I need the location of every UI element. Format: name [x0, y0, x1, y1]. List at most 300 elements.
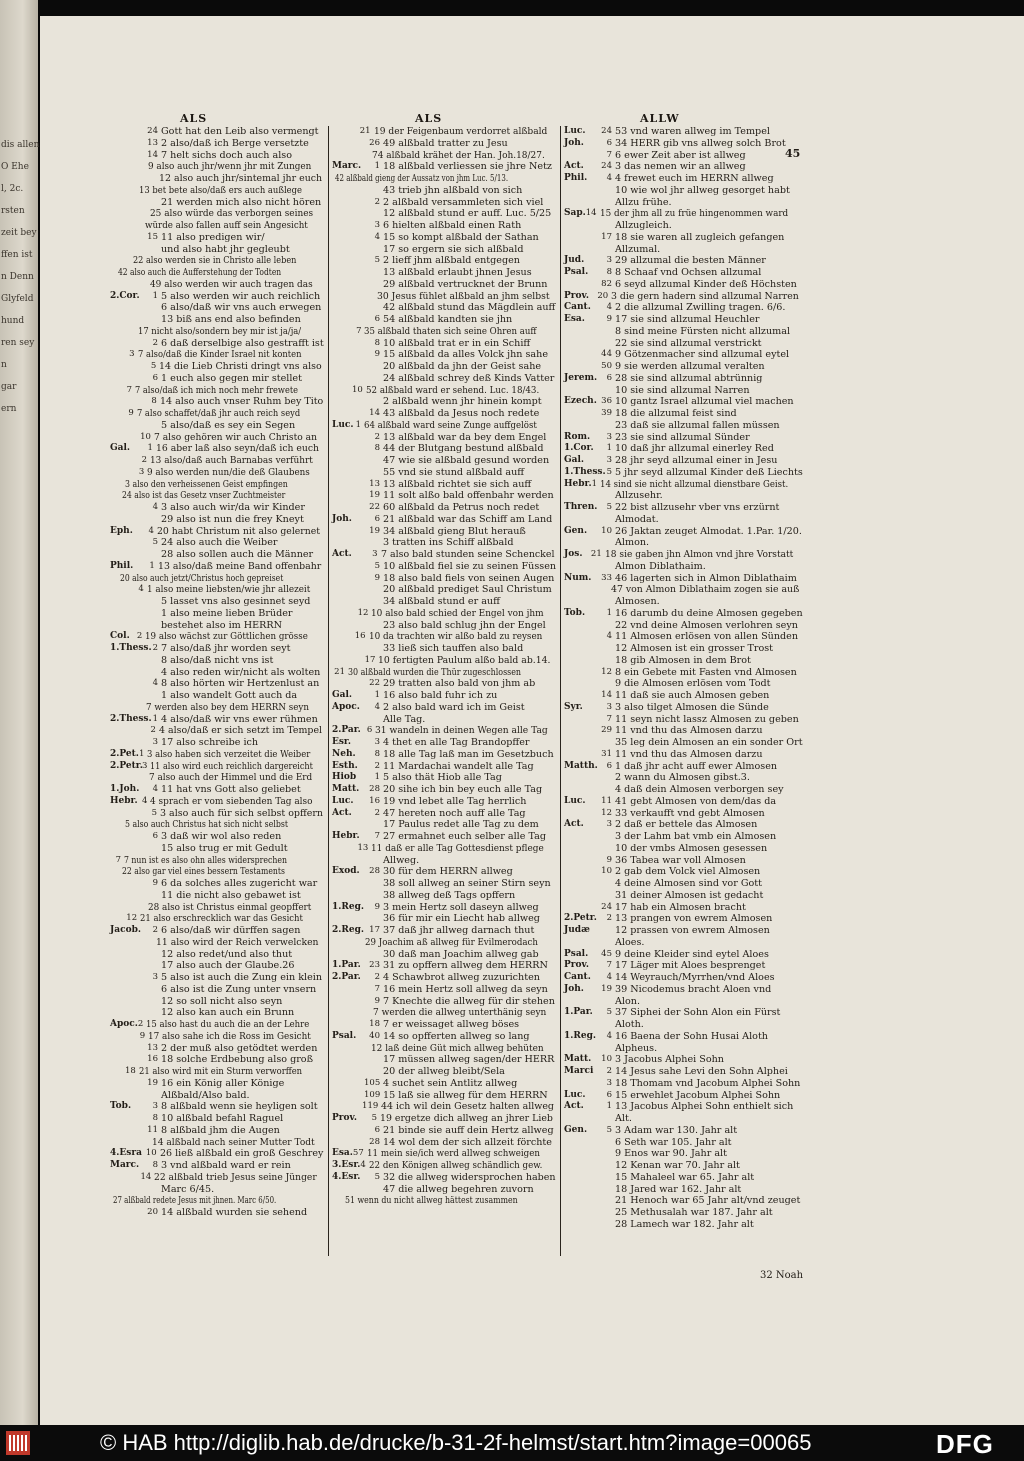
- verse-text: 4 also/daß er sich setzt im Tempel: [158, 725, 323, 737]
- book-reference: Psal.: [564, 267, 589, 277]
- verse-text: Alßbald/Also bald.: [161, 1089, 250, 1101]
- verse-text: 7 nun ist es also ohn alles widersprechen: [124, 854, 288, 866]
- concordance-entry: [110, 490, 325, 502]
- concordance-entry: [564, 749, 804, 761]
- chapter-number: 10: [140, 431, 151, 442]
- verse-text: 7 also schaffet/daß jhr auch reich seyd: [136, 408, 300, 419]
- verse-text: 12 so soll nicht also seyn: [161, 995, 283, 1007]
- concordance-entry: [564, 220, 804, 232]
- chapter-number: 24: [601, 901, 612, 912]
- chapter-number: 4: [606, 302, 612, 313]
- concordance-entry: [110, 1113, 325, 1125]
- concordance-entry: [110, 514, 325, 526]
- concordance-entry: [332, 761, 557, 773]
- chapter-number: [364, 267, 383, 279]
- concordance-entry: [332, 737, 557, 749]
- chapter-number: 7: [606, 960, 612, 971]
- concordance-entry: [564, 232, 804, 244]
- book-reference: [564, 1043, 596, 1055]
- chapter-number: 7: [606, 149, 612, 160]
- concordance-entry: [564, 643, 804, 655]
- chapter-number: 1: [374, 161, 380, 172]
- verse-text: 18 gib Almosen in dem Brot: [615, 654, 751, 666]
- chapter-number: [596, 197, 615, 209]
- book-reference: [564, 408, 596, 420]
- verse-text: 17 müssen allweg sagen/der HERR: [383, 1054, 555, 1066]
- concordance-entry: [110, 890, 325, 902]
- concordance-entry: [564, 150, 804, 162]
- book-reference: [110, 138, 142, 150]
- verse-text: 14 Jesus sahe Levi den Sohn Alphei: [615, 1066, 788, 1077]
- chapter-number: 5: [374, 255, 380, 266]
- book-reference: [110, 937, 139, 949]
- verse-text: Alle Tag.: [383, 713, 426, 725]
- concordance-entry: [110, 1101, 325, 1113]
- book-reference: Psal.: [332, 1030, 357, 1041]
- verse-text: 55 vnd sie stund alßbald auff: [383, 466, 525, 478]
- verse-text: 13 alßbald richtet sie sich auff: [383, 478, 532, 490]
- verse-text: 6 also/daß wir vns auch erwegen: [161, 302, 322, 314]
- verse-text: 43 trieb jhn alßbald von sich: [383, 184, 523, 196]
- verse-text: 26 ließ alßbald ein groß Geschrey: [159, 1148, 324, 1160]
- chapter-number: [596, 1195, 615, 1207]
- concordance-entry: [564, 467, 804, 479]
- concordance-entry: [332, 455, 557, 467]
- verse-text: 10 der vmbs Almosen gesessen: [615, 842, 768, 854]
- concordance-entry: [110, 678, 325, 690]
- chapter-number: [596, 596, 615, 608]
- book-reference: [110, 667, 142, 679]
- chapter-number: [596, 890, 615, 902]
- book-reference: [564, 772, 596, 784]
- book-reference: [110, 232, 142, 244]
- chapter-number: 24: [601, 161, 612, 172]
- concordance-entry: [564, 255, 804, 267]
- book-reference: Esth.: [332, 760, 358, 771]
- concordance-entry: [332, 878, 557, 890]
- book-reference: [110, 208, 135, 220]
- book-reference: [110, 385, 125, 397]
- concordance-entry: [332, 608, 557, 620]
- concordance-entry: [110, 338, 325, 350]
- concordance-entry: [564, 631, 804, 643]
- verse-text: 2 lieff jhm alßbald entgegen: [383, 255, 520, 267]
- chapter-number: [141, 173, 159, 185]
- verse-text: 42 alßbald gieng der Aussatz von jhm Luc. 5/13.: [335, 173, 509, 184]
- concordance-entry: [332, 702, 557, 714]
- book-reference: Phil.: [564, 173, 588, 183]
- book-reference: Neh.: [332, 748, 356, 759]
- concordance-entry: [332, 1019, 557, 1031]
- chapter-number: [142, 620, 161, 632]
- chapter-number: 6: [366, 725, 373, 736]
- concordance-entry: [332, 408, 557, 420]
- book-reference: [332, 643, 364, 655]
- verse-text: 13 alßbald war da bey dem Engel: [383, 431, 547, 443]
- chapter-number: 13: [147, 1042, 158, 1053]
- running-head-2: ALS: [415, 112, 443, 125]
- verse-text: 35 alßbald thaten sich seine Ohren auff: [364, 325, 537, 337]
- chapter-number: 4: [606, 173, 612, 183]
- chapter-number: [142, 244, 161, 256]
- chapter-number: 4: [152, 784, 158, 794]
- verse-text: 10 alßbald befahl Raguel: [161, 1113, 284, 1124]
- book-reference: [564, 338, 596, 350]
- chapter-number: 1: [374, 772, 380, 783]
- verse-text: 28 Lamech war 182. Jahr alt: [615, 1218, 754, 1230]
- verse-text: 64 alßbald ward seine Zunge auffgelöst: [364, 419, 537, 431]
- chapter-number: [132, 702, 146, 714]
- verse-text: 21 also erschrecklich war das Gesicht: [140, 913, 303, 925]
- chapter-number: 5: [150, 361, 157, 371]
- concordance-entry: [110, 1125, 325, 1137]
- concordance-entry: [332, 420, 557, 432]
- concordance-entry: [564, 1172, 804, 1184]
- verse-text: 38 soll allweg an seiner Stirn seyn: [383, 878, 551, 889]
- concordance-entry: [332, 361, 557, 373]
- book-reference: [564, 279, 596, 291]
- verse-text: 21 alßbald war das Schiff am Land: [383, 513, 553, 525]
- chapter-number: 5: [606, 1124, 612, 1135]
- book-reference: [564, 937, 596, 949]
- verse-text: 4 frewet euch im HERRN allweg: [615, 173, 774, 184]
- book-reference: [564, 902, 596, 914]
- chapter-number: 39: [601, 408, 612, 418]
- book-reference: [564, 843, 596, 855]
- verse-text: 4 Schawbrot allweg zuzurichten: [383, 972, 540, 983]
- book-reference: [332, 138, 364, 150]
- book-reference: Eph.: [110, 525, 133, 536]
- book-reference: [110, 1066, 125, 1078]
- verse-text: 35 leg dein Almosen an ein sonder Ort: [615, 737, 803, 748]
- book-reference: Rom.: [564, 431, 591, 442]
- chapter-number: 5: [152, 537, 158, 548]
- verse-text: 1 euch also gegen mir stellet: [161, 372, 302, 384]
- chapter-number: [364, 620, 383, 632]
- concordance-entry: [332, 819, 557, 831]
- chapter-number: 11: [601, 795, 612, 806]
- concordance-entry: [110, 1078, 325, 1090]
- book-reference: [110, 338, 142, 350]
- book-reference: [332, 255, 364, 267]
- concordance-entry: [110, 326, 325, 338]
- verse-text: 16 Baena der Sohn Husai Aloth: [615, 1030, 768, 1042]
- concordance-entry: [332, 1031, 557, 1043]
- chapter-number: [127, 185, 139, 197]
- chapter-number: [142, 302, 161, 314]
- chapter-number: 2: [150, 725, 156, 736]
- left-page-fragment: gar: [1, 382, 17, 392]
- chapter-number: 16: [369, 795, 380, 806]
- concordance-entry: [564, 420, 804, 432]
- verse-text: 3 tratten ins Schiff alßbald: [383, 537, 514, 549]
- concordance-entry: [110, 1043, 325, 1055]
- concordance-entry: [110, 396, 325, 408]
- chapter-number: [364, 1054, 383, 1066]
- verse-text: 2 die allzumal Zwilling tragen. 6/6.: [615, 302, 786, 314]
- book-reference: [110, 361, 141, 373]
- verse-text: 13 prangen von ewrem Almosen: [615, 913, 773, 925]
- verse-text: 8 also hörten wir Hertzenlust an: [161, 678, 320, 690]
- chapter-number: [142, 667, 161, 679]
- concordance-entry: [332, 443, 557, 455]
- chapter-number: 21: [590, 549, 602, 559]
- chapter-number: 28: [369, 866, 380, 877]
- verse-text: 3 mein Hertz soll daseyn allweg: [383, 901, 539, 913]
- chapter-number: [364, 1184, 383, 1196]
- book-reference: Cant.: [564, 972, 591, 982]
- chapter-number: 44: [601, 349, 612, 360]
- footer-copyright-link[interactable]: © HAB http://diglib.hab.de/drucke/b-31-2f-helmst/start.htm?image=00065: [100, 1430, 812, 1455]
- concordance-entry: [564, 1219, 804, 1231]
- scanned-page: [40, 16, 1024, 1425]
- chapter-number: [136, 1137, 152, 1149]
- chapter-number: 5: [606, 466, 612, 477]
- book-reference: [564, 725, 596, 737]
- chapter-number: 14: [601, 690, 612, 700]
- concordance-entry: [332, 1113, 557, 1125]
- chapter-number: 5: [371, 1113, 378, 1123]
- concordance-entry: [110, 361, 325, 373]
- verse-text: 25 also würde das verborgen seines: [149, 208, 313, 220]
- chapter-number: 17: [601, 231, 612, 242]
- concordance-entry: [564, 866, 804, 878]
- book-reference: Luc.: [564, 795, 586, 806]
- verse-text: 19 vnd lebet alle Tag herrlich: [383, 795, 527, 807]
- book-reference: [110, 1043, 142, 1055]
- chapter-number: 2: [606, 1066, 612, 1076]
- concordance-entry: [110, 608, 325, 620]
- chapter-number: 4: [374, 701, 380, 712]
- verse-text: 11 Almosen erlösen von allen Sünden: [615, 631, 799, 643]
- concordance-entry: [110, 866, 325, 878]
- concordance-entry: [332, 655, 557, 667]
- chapter-number: 1: [138, 748, 145, 759]
- verse-text: 9 also auch jhr/wenn jhr mit Zungen: [147, 161, 311, 173]
- book-reference: 1.Reg.: [564, 1030, 597, 1041]
- book-reference: [332, 185, 364, 197]
- chapter-number: 6: [606, 372, 612, 383]
- verse-text: 16 mein Hertz soll allweg da seyn: [383, 983, 548, 995]
- concordance-entry: [110, 267, 325, 279]
- concordance-entry: [564, 1113, 804, 1125]
- concordance-entry: [564, 455, 804, 467]
- chapter-number: [134, 772, 149, 784]
- verse-text: 44 ich wil dein Gesetz halten allweg: [381, 1101, 555, 1113]
- book-reference: [564, 1137, 596, 1149]
- concordance-entry: [332, 1090, 557, 1102]
- verse-text: 37 Siphei der Sohn Alon ein Fürst: [615, 1007, 781, 1019]
- hab-logo-icon: [6, 1431, 30, 1455]
- chapter-number: [132, 220, 146, 232]
- verse-text: 2 daß er bettele das Almosen: [615, 819, 758, 831]
- book-reference: [110, 173, 141, 185]
- book-reference: [564, 620, 596, 632]
- concordance-entry: [564, 772, 804, 784]
- chapter-number: 9: [606, 854, 612, 865]
- chapter-number: 13: [147, 137, 158, 148]
- book-reference: Ezech.: [564, 396, 597, 407]
- verse-text: 20 sihe ich bin bey euch alle Tag: [383, 784, 543, 795]
- verse-text: 20 alßbald da jhn der Geist sahe: [383, 361, 542, 372]
- chapter-number: 29: [601, 725, 612, 736]
- book-reference: [564, 1172, 596, 1184]
- concordance-entry: [564, 349, 804, 361]
- concordance-entry: [332, 678, 557, 690]
- book-reference: Matth.: [564, 760, 598, 771]
- concordance-entry: [332, 220, 557, 232]
- book-reference: [332, 232, 364, 244]
- verse-text: 7 werden die allweg unterthänig seyn: [372, 1007, 546, 1019]
- book-reference: [332, 338, 364, 350]
- concordance-entry: [564, 161, 804, 173]
- chapter-number: 3: [152, 1101, 158, 1112]
- chapter-number: 5: [374, 1171, 380, 1182]
- book-reference: [564, 890, 596, 902]
- verse-text: 21 Henoch war 65 Jahr alt/vnd zeuget: [615, 1195, 801, 1207]
- concordance-entry: [110, 960, 325, 972]
- catchword: 32 Noah: [760, 1270, 804, 1281]
- book-reference: [110, 514, 142, 526]
- verse-text: 7 also/daß jhr worden seyt: [161, 643, 291, 654]
- verse-text: 74 alßbald krähet der Han. Joh.18/27.: [372, 149, 545, 161]
- concordance-entry: [332, 138, 557, 150]
- chapter-number: 13: [357, 842, 369, 853]
- concordance-entry: [564, 784, 804, 796]
- concordance-entry: [110, 126, 325, 138]
- verse-text: 18 Jared war 162. Jahr alt: [615, 1183, 742, 1195]
- book-reference: [110, 772, 134, 784]
- book-reference: [564, 1195, 596, 1207]
- chapter-number: 24: [601, 126, 612, 136]
- concordance-entry: [564, 667, 804, 679]
- chapter-number: [113, 267, 118, 279]
- verse-text: 5 jhr seyd allzumal Kinder deß Liechts: [615, 466, 803, 478]
- book-reference: [564, 678, 596, 690]
- concordance-entry: [332, 244, 557, 256]
- concordance-entry: [332, 584, 557, 596]
- verse-text: 36 Tabea war voll Almosen: [615, 854, 746, 866]
- book-reference: [332, 573, 364, 585]
- verse-text: 9 deine Kleider sind eytel Aloes: [615, 948, 769, 960]
- concordance-entry: [564, 1195, 804, 1207]
- concordance-entry: [564, 596, 804, 608]
- chapter-number: 5: [151, 807, 158, 818]
- concordance-entry: [110, 197, 325, 209]
- book-reference: [564, 1148, 596, 1160]
- concordance-entry: [332, 573, 557, 585]
- book-reference: [110, 902, 133, 914]
- verse-text: 1 daß jhr acht auff ewer Almosen: [615, 760, 778, 772]
- verse-text: 2 alßbald versammleten sich viel: [383, 196, 544, 208]
- book-reference: [332, 596, 364, 608]
- chapter-number: [357, 150, 372, 162]
- concordance-entry: [110, 584, 325, 596]
- concordance-entry: [564, 361, 804, 373]
- concordance-entry: [110, 526, 325, 538]
- book-reference: [332, 443, 364, 455]
- book-reference: [564, 878, 596, 890]
- book-reference: [110, 314, 142, 326]
- chapter-number: [596, 1219, 615, 1231]
- book-reference: Act.: [564, 161, 584, 172]
- book-reference: [332, 1007, 357, 1019]
- concordance-entry: [564, 584, 804, 596]
- chapter-number: 109: [364, 1089, 381, 1100]
- book-reference: 1.Reg.: [332, 901, 365, 912]
- chapter-number: 15: [147, 231, 158, 242]
- chapter-number: 11: [147, 1124, 158, 1135]
- chapter-number: [364, 913, 383, 925]
- book-reference: [332, 279, 364, 291]
- book-reference: [110, 690, 142, 702]
- chapter-number: 16: [147, 1054, 158, 1065]
- chapter-number: 10: [601, 525, 612, 536]
- concordance-entry: [110, 667, 325, 679]
- chapter-number: 10: [145, 1148, 157, 1159]
- chapter-number: [364, 596, 383, 608]
- book-reference: [332, 150, 357, 162]
- book-reference: [332, 843, 356, 855]
- chapter-number: [364, 714, 383, 726]
- book-reference: [332, 1054, 364, 1066]
- concordance-entry: [110, 1207, 325, 1219]
- verse-text: 12 also kan auch ein Brunn: [161, 1007, 295, 1019]
- chapter-number: 4: [374, 231, 380, 242]
- verse-text: 14 so opfferten allweg so lang: [383, 1030, 530, 1042]
- book-reference: [332, 244, 364, 256]
- concordance-entry: [110, 1066, 325, 1078]
- concordance-entry: [332, 808, 557, 820]
- verse-text: 25 Methusalah war 187. Jahr alt: [615, 1207, 773, 1218]
- verse-text: 11 hat vns Gott also geliebet: [161, 784, 301, 795]
- book-reference: Phil.: [110, 560, 134, 571]
- book-reference: Jud.: [564, 255, 585, 266]
- book-reference: [332, 949, 364, 961]
- concordance-entry: [110, 796, 325, 808]
- concordance-entry: [332, 749, 557, 761]
- chapter-number: 3: [606, 255, 612, 266]
- verse-text: 29 also ist nun die frey Kneyt: [161, 513, 304, 525]
- chapter-number: [364, 302, 383, 314]
- verse-text: 20 habt Christum nit also gelernet: [156, 525, 320, 537]
- chapter-number: [596, 1137, 615, 1149]
- concordance-entry: [110, 843, 325, 855]
- concordance-entry: [564, 855, 804, 867]
- concordance-entry: [110, 631, 325, 643]
- verse-text: 2 also bald ward ich im Geist: [383, 701, 525, 713]
- chapter-number: 14: [140, 1171, 152, 1182]
- verse-text: 11 die nicht also gebawet ist: [161, 889, 301, 901]
- chapter-number: 45: [601, 948, 612, 959]
- chapter-number: [364, 643, 383, 655]
- concordance-entry: [564, 1054, 804, 1066]
- verse-text: 10 alßbald fiel sie zu seinen Füssen: [383, 560, 557, 572]
- verse-text: 36 für mir ein Liecht hab allweg: [383, 913, 540, 925]
- verse-text: 7 also auch der Himmel und die Erd: [148, 772, 312, 784]
- verse-text: 11 mein sie/ich werd allweg schweigen: [366, 1148, 540, 1160]
- chapter-number: [596, 737, 615, 749]
- concordance-entry: [564, 690, 804, 702]
- concordance-entry: [110, 937, 325, 949]
- book-reference: 2.Thess.: [110, 713, 152, 724]
- verse-text: 18 also bald fiels von seinen Augen: [383, 572, 555, 584]
- book-reference: [110, 890, 142, 902]
- verse-text: 10 da trachten wir alßo bald zu reysen: [368, 631, 542, 643]
- concordance-entry: [110, 302, 325, 314]
- verse-text: 14 die Lieb Christi dringt vns also: [159, 361, 323, 372]
- chapter-number: 5: [606, 502, 612, 512]
